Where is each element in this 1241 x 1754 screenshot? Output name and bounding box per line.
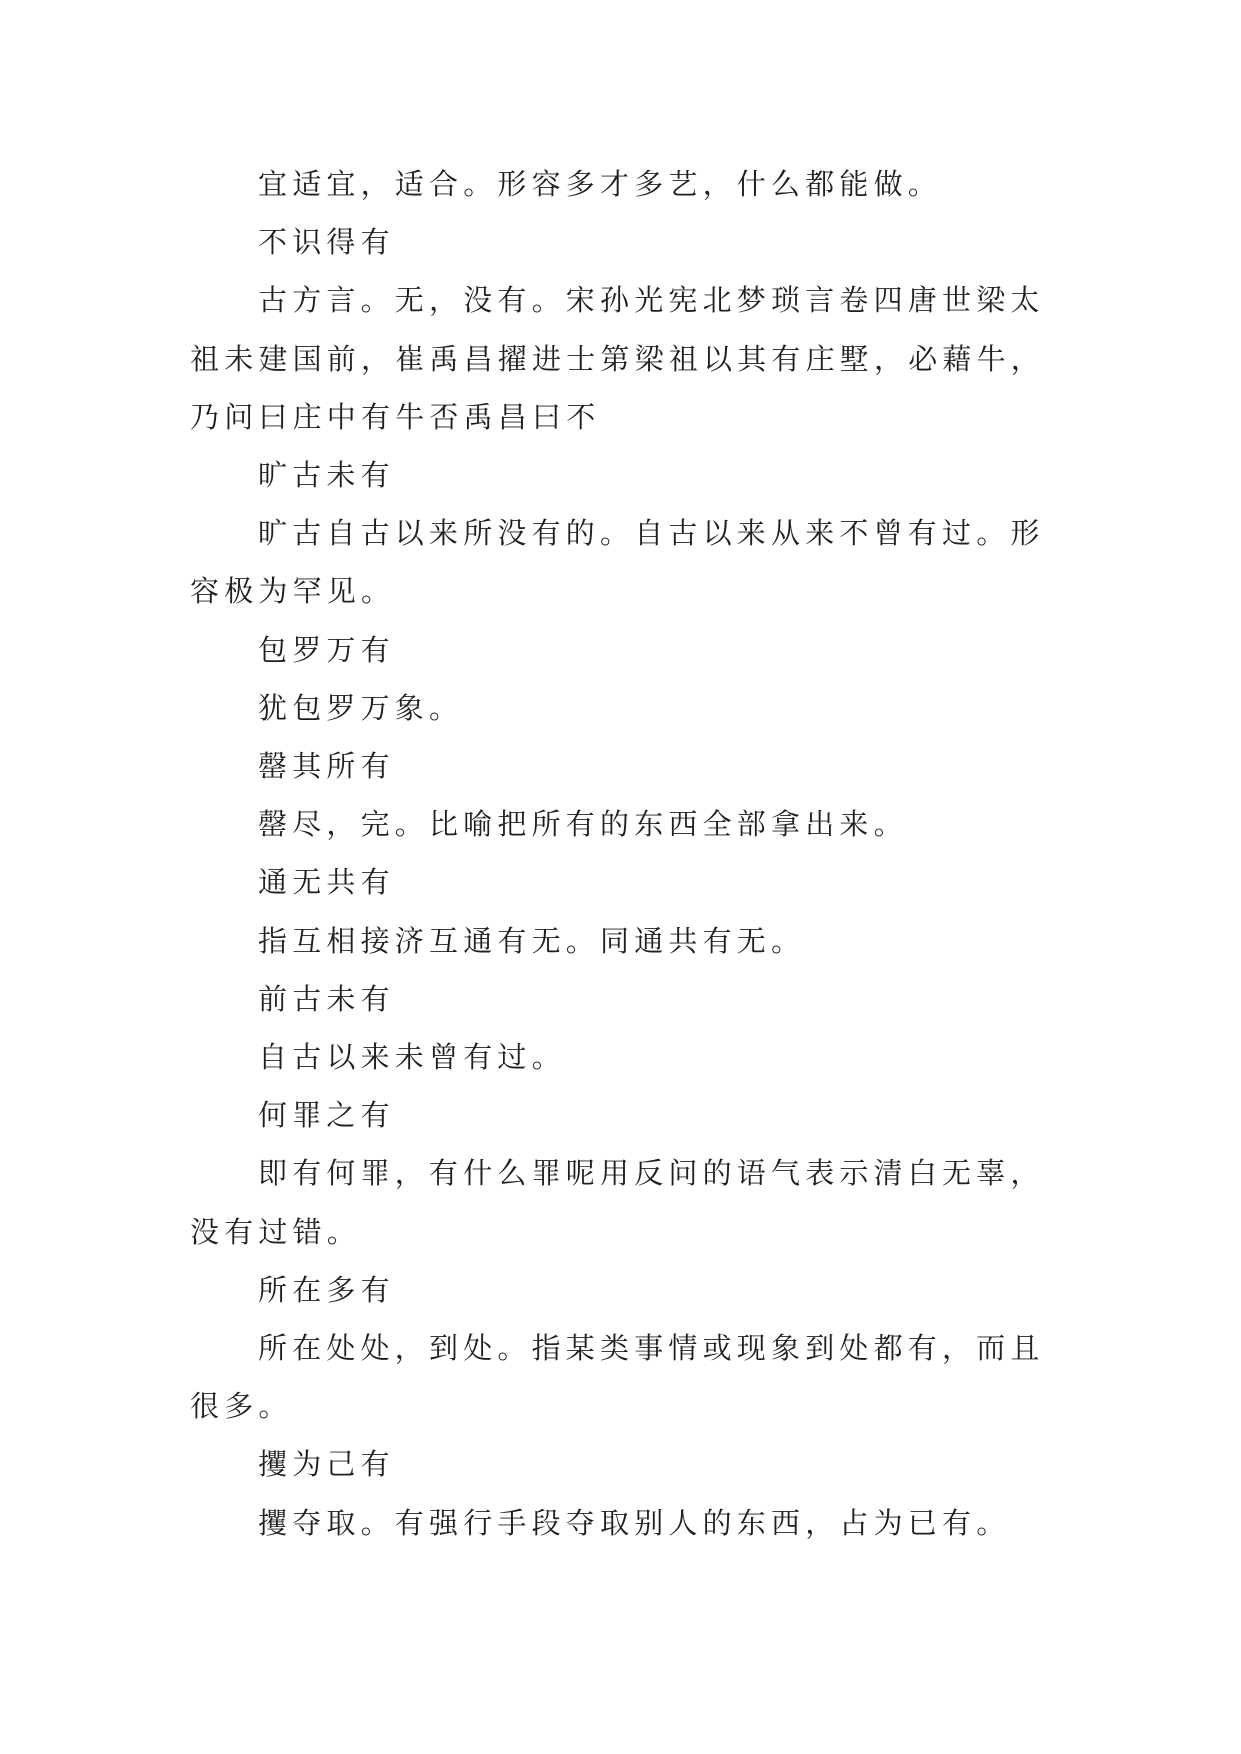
paragraph-term: 旷古未有 <box>258 458 395 493</box>
paragraph-definition: 攫夺取。有强行手段夺取别人的东西，占为已有。 <box>258 1505 1011 1540</box>
paragraph-definition: 指互相接济互通有无。同通共有无。 <box>258 923 806 958</box>
paragraph-term: 前古未有 <box>258 981 395 1016</box>
paragraph-term: 攫为己有 <box>258 1447 395 1482</box>
paragraph-term: 罄其所有 <box>258 749 395 784</box>
paragraph-definition: 自古以来未曾有过。 <box>258 1040 566 1075</box>
paragraph-definition: 犹包罗万象。 <box>258 690 464 725</box>
document-body <box>190 155 1062 1552</box>
paragraph-definition: 罄尽，完。比喻把所有的东西全部拿出来。 <box>258 807 908 842</box>
paragraph-definition: 即有何罪，有什么罪呢用反问的语气表示清白无辜，没有过错。 <box>190 1156 1045 1249</box>
paragraph-definition: 所在处处，到处。指某类事情或现象到处都有，而且很多。 <box>190 1331 1045 1424</box>
paragraph-term: 不识得有 <box>258 225 395 260</box>
paragraph-term: 通无共有 <box>258 865 395 900</box>
paragraph-term: 包罗万有 <box>258 632 395 667</box>
paragraph-term: 何罪之有 <box>258 1098 395 1133</box>
paragraph-definition: 宜适宜，适合。形容多才多艺，什么都能做。 <box>258 167 943 201</box>
paragraph-definition: 旷古自古以来所没有的。自古以来从来不曾有过。形容极为罕见。 <box>190 516 1045 609</box>
paragraph-term: 所在多有 <box>258 1272 395 1307</box>
paragraph-definition: 古方言。无，没有。宋孙光宪北梦琐言卷四唐世梁太祖未建国前，崔禹昌擢进士第梁祖以其有庄墅，必藉牛，乃问曰庄中有牛否禹昌曰不 <box>190 283 1046 434</box>
